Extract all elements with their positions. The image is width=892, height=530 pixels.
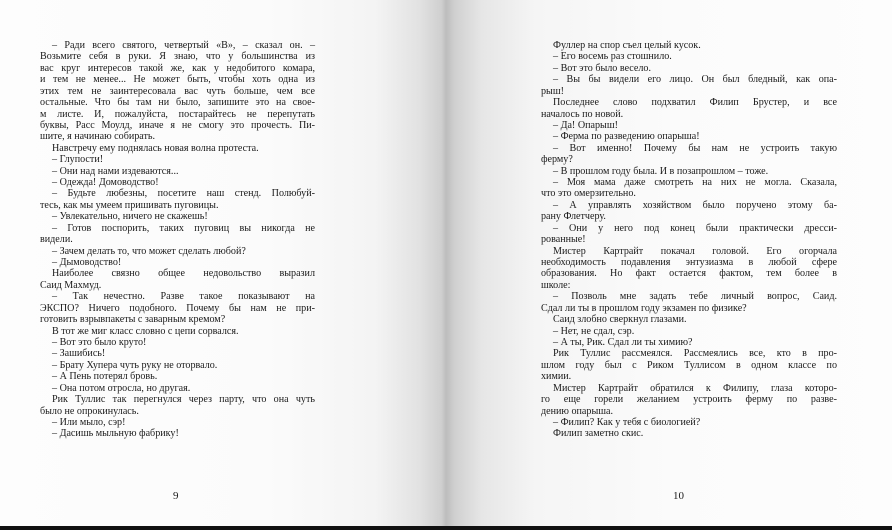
text-line: Саид Махмуд.: [40, 279, 102, 291]
text-line: – Дымоводство!: [52, 257, 122, 269]
text-line: образования. Но факт остается фактом, тем более в: [541, 268, 837, 280]
text-line: – Они над нами издеваются...: [52, 165, 179, 177]
text-line: – Вот это было весело.: [553, 62, 651, 74]
text-line: – Зачем делать то, что может сделать любой?: [52, 245, 246, 257]
text-line: тесь, как мы умеем пришивать пуговицы.: [40, 199, 219, 211]
left-page-number: 9: [173, 490, 179, 502]
text-line: – Вот это было круто!: [52, 336, 147, 348]
text-line: дению опарыша.: [541, 405, 614, 417]
text-line: – Одежда! Домоводство!: [52, 177, 159, 189]
text-line: химии.: [541, 371, 572, 383]
text-line: Сдал ли ты в прошлом году экзамен по физике?: [541, 302, 747, 314]
text-line: шите, я начинаю собирать.: [40, 131, 156, 143]
text-line: – Она потом отросла, но другая.: [52, 382, 191, 394]
text-line: готовить взрывпакеты с заварным кремом?: [40, 314, 226, 326]
left-page: [40, 40, 315, 440]
text-line: остальные. Что бы там ни было, запишите это на свое-: [40, 97, 315, 109]
text-line: Наиболее связно общее недовольство выразил: [52, 268, 315, 280]
text-line: Навстречу ему поднялась новая волна протеста.: [52, 142, 259, 154]
text-line: – В прошлом году была. И в позапрошлом – тоже.: [553, 165, 769, 177]
text-line: ЭКСПО? Ничего подобного. Почему бы нам не при-: [40, 302, 315, 314]
text-line: и тем не менее... Не может быть, чтобы хоть одна из: [40, 74, 315, 86]
text-line: – Увлекательно, ничего не скажешь!: [52, 211, 208, 223]
text-line: м листе. И, пожалуйста, постарайтесь не перепутать: [40, 108, 315, 120]
text-line: этих тем не заинтересовала вас чуть больше, чем все: [40, 85, 315, 97]
text-line: – Нет, не сдал, сэр.: [553, 325, 635, 337]
text-line: – Брату Хупера чуть руку не оторвало.: [52, 359, 218, 371]
text-line: школе:: [541, 279, 571, 291]
text-line: вас круг интересов такой же, как у недобитого комара,: [40, 62, 315, 74]
text-line: – Ради всего святого, четвертый «В», – сказал он. –: [52, 40, 315, 51]
text-line: – А управлять хозяйством было поручено этому ба-: [553, 199, 837, 211]
text-line: В тот же миг класс словно с цепи сорвался.: [52, 325, 239, 337]
text-line: – Зашибись!: [52, 348, 106, 360]
right-page-number: 10: [673, 490, 684, 502]
text-line: – Позволь мне задать тебе личный вопрос, Саид.: [553, 291, 837, 303]
text-line: шлом году был с Риком Туллисом в одном классе по: [541, 359, 837, 371]
text-line: Филип заметно скис.: [553, 428, 644, 440]
text-line: началось по новой.: [541, 108, 624, 120]
text-line: – Или мыло, сэр!: [52, 416, 126, 428]
text-line: – А Пень потерял бровь.: [52, 371, 158, 383]
text-line: го еще горели желанием устроить ферму по разве-: [541, 394, 837, 406]
text-line: – Моя мама даже смотреть на них не могла. Сказала,: [553, 177, 837, 189]
text-line: – Так нечестно. Разве такое показывают на: [52, 291, 315, 303]
text-line: – Вот именно! Почему бы нам не устроить такую: [553, 142, 837, 154]
text-line: рану Флетчеру.: [541, 211, 606, 223]
text-line: – Они у него под конец были практически дресси-: [553, 222, 837, 234]
text-line: – Глупости!: [52, 154, 104, 166]
text-line: – А ты, Рик. Сдал ли ты химию?: [553, 336, 693, 348]
bottom-edge: [0, 526, 892, 530]
text-line: рованные!: [541, 234, 586, 246]
text-line: было не опрокинулась.: [40, 405, 139, 417]
text-line: необходимость подавления энтузиазма в любой сфере: [541, 257, 837, 269]
right-page: [541, 40, 837, 440]
text-line: – Ферма по разведению опарыша!: [553, 131, 700, 143]
text-line: видели.: [40, 234, 73, 246]
text-line: Рик Туллис рассмеялся. Рассмеялись все, кто в про-: [553, 348, 837, 360]
text-line: Мистер Картрайт покачал головой. Его огорчала: [553, 245, 837, 257]
text-line: – Будьте любезны, посетите наш стенд. Полюбуй-: [52, 188, 315, 200]
text-line: что это омерзительно.: [541, 188, 636, 200]
text-line: буквы, Расс Моулд, иначе я не смогу это прочесть. Пи-: [40, 119, 315, 131]
text-line: Возьмите себя в руки. Я знаю, что у большинства из: [40, 51, 315, 63]
text-line: – Филип? Как у тебя с биологией?: [553, 416, 701, 428]
text-line: Последнее слово подхватил Филип Брустер, и все: [553, 97, 837, 109]
text-line: ферму?: [541, 154, 573, 166]
text-line: – Его восемь раз стошнило.: [553, 51, 672, 63]
text-line: Фуллер на спор съел целый кусок.: [553, 40, 701, 51]
text-line: Рик Туллис так перегнулся через парту, что она чуть: [52, 394, 315, 406]
text-line: – Да! Опарыш!: [553, 119, 618, 131]
text-line: Саид злобно сверкнул глазами.: [553, 314, 687, 326]
text-line: Мистер Картрайт обратился к Филипу, глаза которо-: [553, 382, 837, 394]
text-line: рыш!: [541, 85, 564, 97]
text-line: – Готов поспорить, таких пуговиц вы никогда не: [52, 222, 315, 234]
text-line: – Дасишь мыльную фабрику!: [52, 428, 179, 440]
text-line: – Вы бы видели его лицо. Он был бледный, как опа-: [553, 74, 837, 86]
